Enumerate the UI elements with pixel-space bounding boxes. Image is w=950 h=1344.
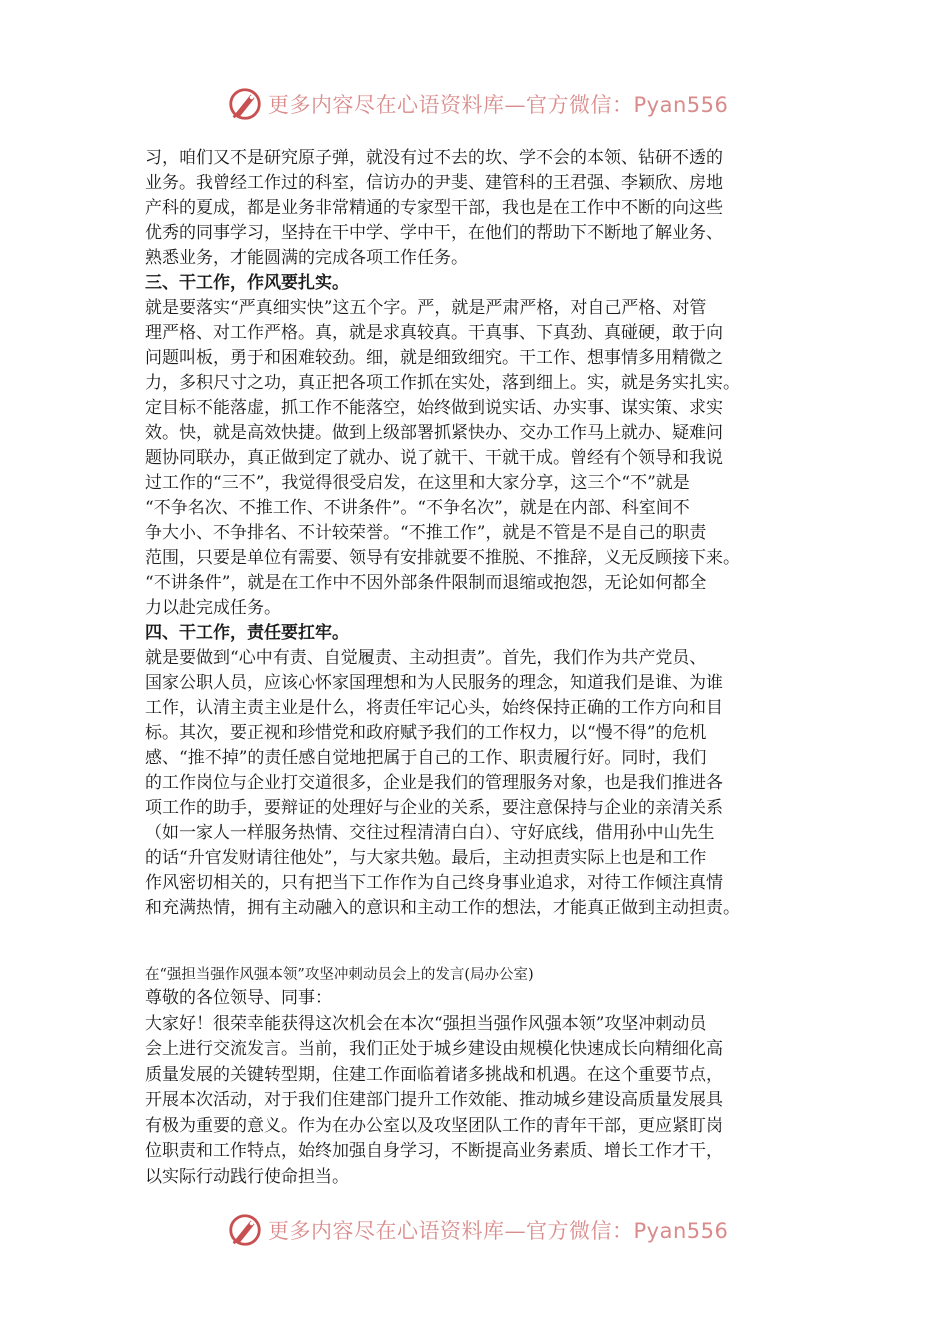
body-line: 熟悉业务，才能圆满的完成各项工作任务。: [145, 248, 468, 268]
section3-line: 问题叫板，勇于和困难较劲。细，就是细致细究。干工作、想事情多用精微之: [145, 348, 723, 368]
footer-banner-inner: [226, 1208, 728, 1252]
body-line: 优秀的同事学习，坚持在干中学、学中干，在他们的帮助下不断地了解业务、: [145, 223, 723, 243]
header-banner: [0, 82, 950, 126]
speech-line: 会上进行交流发言。当前，我们正处于城乡建设由规模化快速成长向精细化高: [145, 1039, 723, 1059]
banner-text-cn: 更多内容尽在心语资料库—官方微信：: [268, 93, 634, 117]
body-line: 业务。我曾经工作过的科室，信访办的尹斐、建管科的王君强、李颖欣、房地: [145, 173, 723, 193]
speech-line: 开展本次活动，对于我们住建部门提升工作效能、推动城乡建设高质量发展具: [145, 1090, 723, 1110]
footer-banner: [0, 1208, 950, 1252]
section4-line: 作风密切相关的，只有把当下工作作为自己终身事业追求，对待工作倾注真情: [145, 873, 723, 893]
section4-line: 就是要做到“心中有责、自觉履责、主动担责”。首先，我们作为共产党员、: [145, 648, 707, 668]
section3-line: 力，多积尺寸之功，真正把各项工作抓在实处，落到细上。实，就是务实扎实。: [145, 373, 740, 393]
banner-wechat-id: Pyan556: [633, 1219, 729, 1243]
section4-line: 标。其次，要正视和珍惜党和政府赋予我们的工作权力，以“慢不得”的危机: [145, 723, 707, 743]
section3-line: “不争名次、不推工作、不讲条件”。“不争名次”，就是在内部、科室间不: [145, 498, 690, 518]
section4-line: 感、“推不掉”的责任感自觉地把属于自己的工作、职责履行好。同时，我们: [145, 748, 707, 768]
section4-line: 的工作岗位与企业打交道很多，企业是我们的管理服务对象，也是我们推进各: [145, 773, 723, 793]
speech-greeting: 尊敬的各位领导、同事：: [145, 988, 332, 1008]
section4-line: 工作，认清主责主业是什么，将责任牢记心头，始终保持正确的工作方向和目: [145, 698, 723, 718]
section3-line: 效。快，就是高效快捷。做到上级部署抓紧快办、交办工作马上就办、疑难问: [145, 423, 723, 443]
section3-line: “不讲条件”，就是在工作中不因外部条件限制而退缩或抱怨，无论如何都全: [145, 573, 707, 593]
section-heading-4: 四、干工作，责任要扛牢。: [145, 623, 349, 643]
logo-icon: [226, 85, 264, 123]
logo-icon: [226, 1211, 264, 1249]
speech-line: 质量发展的关键转型期，住建工作面临着诸多挑战和机遇。在这个重要节点，: [145, 1064, 723, 1085]
section3-line: 就是要落实“严真细实快”这五个字。严，就是严肃严格，对自己严格、对管: [145, 298, 707, 318]
section4-line: 项工作的助手，要辩证的处理好与企业的关系，要注意保持与企业的亲清关系: [145, 798, 723, 818]
article-body: [145, 146, 810, 921]
section3-line: 范围，只要是单位有需要、领导有安排就要不推脱、不推辞，义无反顾接下来。: [145, 548, 740, 568]
banner-text-cn: 更多内容尽在心语资料库—官方微信：: [268, 1219, 634, 1243]
speech-section: [145, 964, 810, 1190]
section4-line: 国家公职人员，应该心怀家国理想和为人民服务的理念，知道我们是谁、为谁: [145, 673, 723, 693]
section3-line: 题协同联办，真正做到定了就办、说了就干、干就干成。曾经有个领导和我说: [145, 448, 723, 468]
section3-line: 理严格、对工作严格。真，就是求真较真。干真事、下真劲、真碰硬，敢于向: [145, 323, 723, 343]
speech-line: 有极为重要的意义。作为在办公室以及攻坚团队工作的青年干部，更应紧盯岗: [145, 1115, 723, 1136]
section3-line: 争大小、不争排名、不计较荣誉。“不推工作”，就是不管是不是自己的职责: [145, 523, 707, 543]
section4-line: 的话“升官发财请往他处”，与大家共勉。最后，主动担责实际上也是和工作: [145, 848, 707, 868]
speech-line: 以实际行动践行使命担当。: [145, 1166, 349, 1187]
section4-line: （如一家人一样服务热情、交往过程清清白白）、守好底线，借用孙中山先生: [145, 823, 715, 843]
banner-wechat-id: Pyan556: [633, 93, 729, 117]
section-heading-3: 三、干工作，作风要扎实。: [145, 273, 349, 293]
section3-line: 力以赴完成任务。: [145, 598, 281, 618]
section4-line: 和充满热情，拥有主动融入的意识和主动工作的想法，才能真正做到主动担责。: [145, 898, 740, 918]
speech-title: 在“强担当强作风强本领”攻坚冲刺动员会上的发言(局办公室): [145, 967, 534, 983]
body-line: 产科的夏成，都是业务非常精通的专家型干部，我也是在工作中不断的向这些: [145, 198, 723, 218]
banner-text: [268, 1215, 728, 1245]
section3-line: 定目标不能落虚，抓工作不能落空，始终做到说实话、办实事、谋实策、求实: [145, 398, 723, 418]
speech-line: 位职责和工作特点，始终加强自身学习，不断提高业务素质、增长工作才干，: [145, 1141, 723, 1161]
body-line: 习，咱们又不是研究原子弹，就没有过不去的坎、学不会的本领、钻研不透的: [145, 148, 723, 168]
speech-line: 大家好！很荣幸能获得这次机会在本次“强担当强作风强本领”攻坚冲刺动员: [145, 1013, 707, 1034]
header-banner-inner: [226, 82, 728, 126]
section3-line: 过工作的“三不”，我觉得很受启发，在这里和大家分享，这三个“不”就是: [145, 473, 690, 493]
banner-text: [268, 89, 728, 119]
